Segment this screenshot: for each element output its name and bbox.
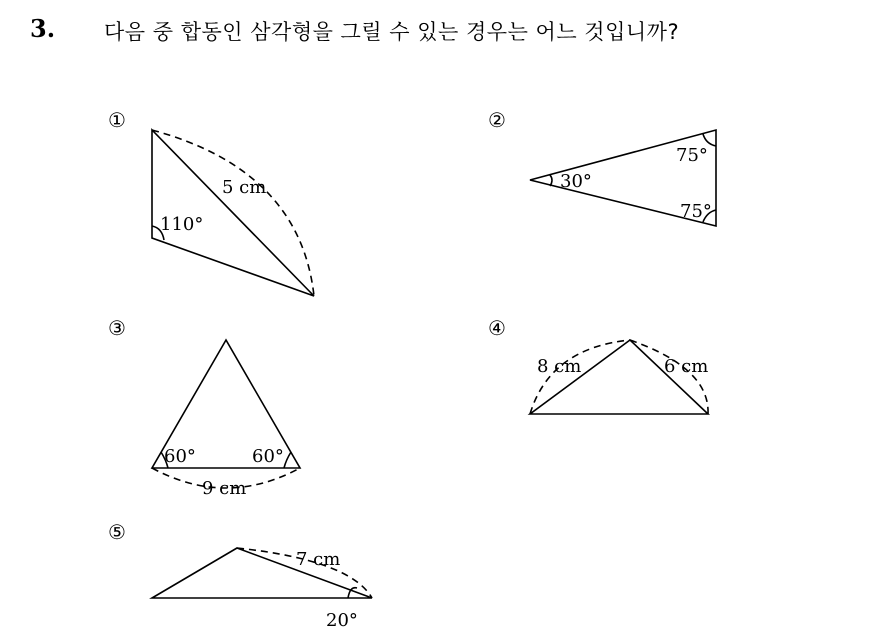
figure-2-angle-label-bottom: 75°: [680, 201, 712, 222]
figure-5-angle-label: 20°: [326, 610, 358, 631]
figure-1-side-label: 5 cm: [222, 177, 267, 198]
figure-1-triangle: [152, 130, 314, 296]
figure-3-side-label: 9 cm: [202, 478, 247, 499]
figure-4-side-label-left: 8 cm: [537, 356, 582, 377]
figure-4-triangle: [530, 340, 708, 414]
figure-2-angle-arc-left: [550, 175, 552, 186]
choice-5-marker[interactable]: ⑤: [108, 520, 126, 544]
choice-2-marker[interactable]: ②: [488, 108, 506, 132]
choice-1-marker[interactable]: ①: [108, 108, 126, 132]
figure-2-angle-label-top: 75°: [676, 145, 708, 166]
figure-5-side-label: 7 cm: [296, 549, 341, 570]
figure-3-angle-label-left: 60°: [164, 446, 196, 467]
figure-1-angle-label: 110°: [160, 214, 204, 235]
figure-2-angle-label-left: 30°: [560, 171, 592, 192]
figure-3-angle-arc-right: [284, 452, 291, 468]
choice-4-marker[interactable]: ④: [488, 316, 506, 340]
choice-3-marker[interactable]: ③: [108, 316, 126, 340]
question-number: 3.: [30, 14, 56, 43]
figure-4-side-label-right: 6 cm: [664, 356, 709, 377]
question-text: 다음 중 합동인 삼각형을 그릴 수 있는 경우는 어느 것입니까?: [104, 20, 680, 44]
figure-3-angle-label-right: 60°: [252, 446, 284, 467]
